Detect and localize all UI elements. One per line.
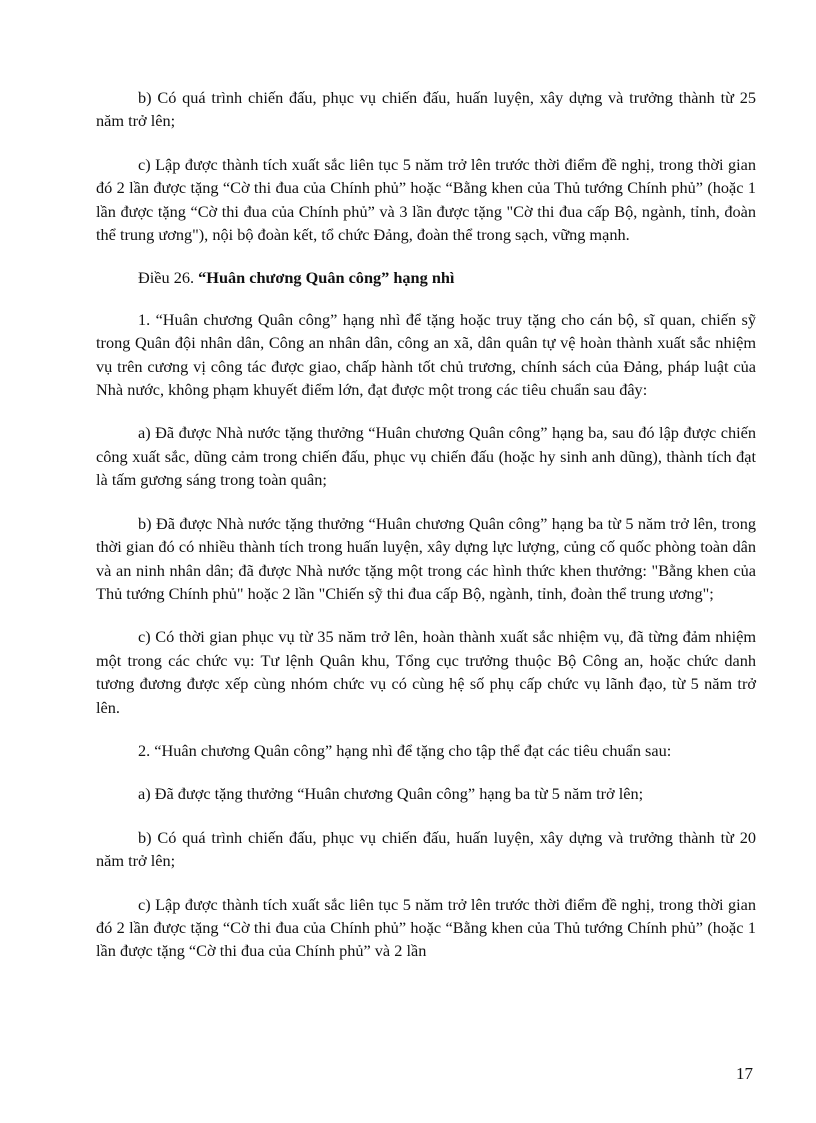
article-heading (96, 266, 756, 289)
clause-2-point-c: c) Lập được thành tích xuất sắc liên tục 5 năm trở lên trước thời điểm đề nghị, trong thời gian đó 2 lần được tặng “Cờ thi đua của Chính phủ” hoặc “Bằng khen của Thủ tướng Chính phủ” (hoặc 1 lần được tặng “Cờ thi đua của Chính phủ” và 2 lần (96, 894, 756, 961)
clause-1-point-c: c) Có thời gian phục vụ từ 35 năm trở lên, hoàn thành xuất sắc nhiệm vụ, đã từng đảm nhiệm một trong các chức vụ: Tư lệnh Quân khu, Tổng cục trưởng thuộc Bộ Công an, hoặc chức danh tương đương được xếp cùng nhóm chức vụ có cùng hệ số phụ cấp chức vụ lãnh đạo, từ 5 năm trở lên. (96, 627, 756, 717)
paragraph-collective-c-third-class: c) Lập được thành tích xuất sắc liên tục 5 năm trở lên trước thời điểm đề nghị, trong thời gian đó 2 lần được tặng “Cờ thi đua của Chính phủ” hoặc “Bằng khen của Thủ tướng Chính phủ” (hoặc 1 lần được tặng “Cờ thi đua của Chính phủ” và 3 lần được tặng "Cờ thi đua cấp Bộ, ngành, tỉnh, đoàn thể trung ương"), nội bộ đoàn kết, tổ chức Đảng, đoàn thể trong sạch, vững mạnh. (96, 154, 756, 245)
clause-2-collective: 2. “Huân chương Quân công” hạng nhì để tặng cho tập thể đạt các tiêu chuẩn sau: (138, 740, 672, 760)
clause-1-point-a: a) Đã được Nhà nước tặng thưởng “Huân chương Quân công” hạng ba, sau đó lập được chiến công xuất sắc, dũng cảm trong chiến đấu, phục vụ chiến đấu (hoặc hy sinh anh dũng), thành tích đạt là tấm gương sáng trong toàn quân; (96, 423, 756, 490)
clause-1-individual: 1. “Huân chương Quân công” hạng nhì để tặng hoặc truy tặng cho cán bộ, sĩ quan, chiến sỹ trong Quân đội nhân dân, Công an nhân dân, công an xã, dân quân tự vệ hoàn thành xuất sắc nhiệm vụ trên cương vị công tác được giao, chấp hành tốt chủ trương, chính sách của Đảng, pháp luật của Nhà nước, không phạm khuyết điểm lớn, đạt được một trong các tiêu chuẩn sau đây: (96, 309, 756, 400)
paragraph-collective-b-25-years: b) Có quá trình chiến đấu, phục vụ chiến đấu, huấn luyện, xây dựng và trưởng thành từ 25 năm trở lên; (96, 88, 756, 131)
clause-2-point-a: a) Đã được tặng thưởng “Huân chương Quân công” hạng ba từ 5 năm trở lên; (138, 784, 644, 804)
page-number: 17 (736, 1064, 753, 1083)
clause-2-point-b: b) Có quá trình chiến đấu, phục vụ chiến đấu, huấn luyện, xây dựng và trưởng thành từ 20 năm trở lên; (96, 827, 756, 871)
clause-1-point-b: b) Đã được Nhà nước tặng thưởng “Huân chương Quân công” hạng ba từ 5 năm trở lên, trong thời gian đó có nhiều thành tích trong huấn luyện, xây dựng lực lượng, củng cố quốc phòng toàn dân và an ninh nhân dân; đã được Nhà nước tặng một trong các hình thức khen thưởng: "Bằng khen của Thủ tướng Chính phủ" hoặc 2 lần "Chiến sỹ thi đua cấp Bộ, ngành, tỉnh, đoàn thể trung ương"; (96, 513, 756, 603)
document-page (96, 86, 756, 963)
article-title: “Huân chương Quân công” hạng nhì (198, 268, 455, 288)
article-number: Điều 26. (138, 268, 199, 288)
